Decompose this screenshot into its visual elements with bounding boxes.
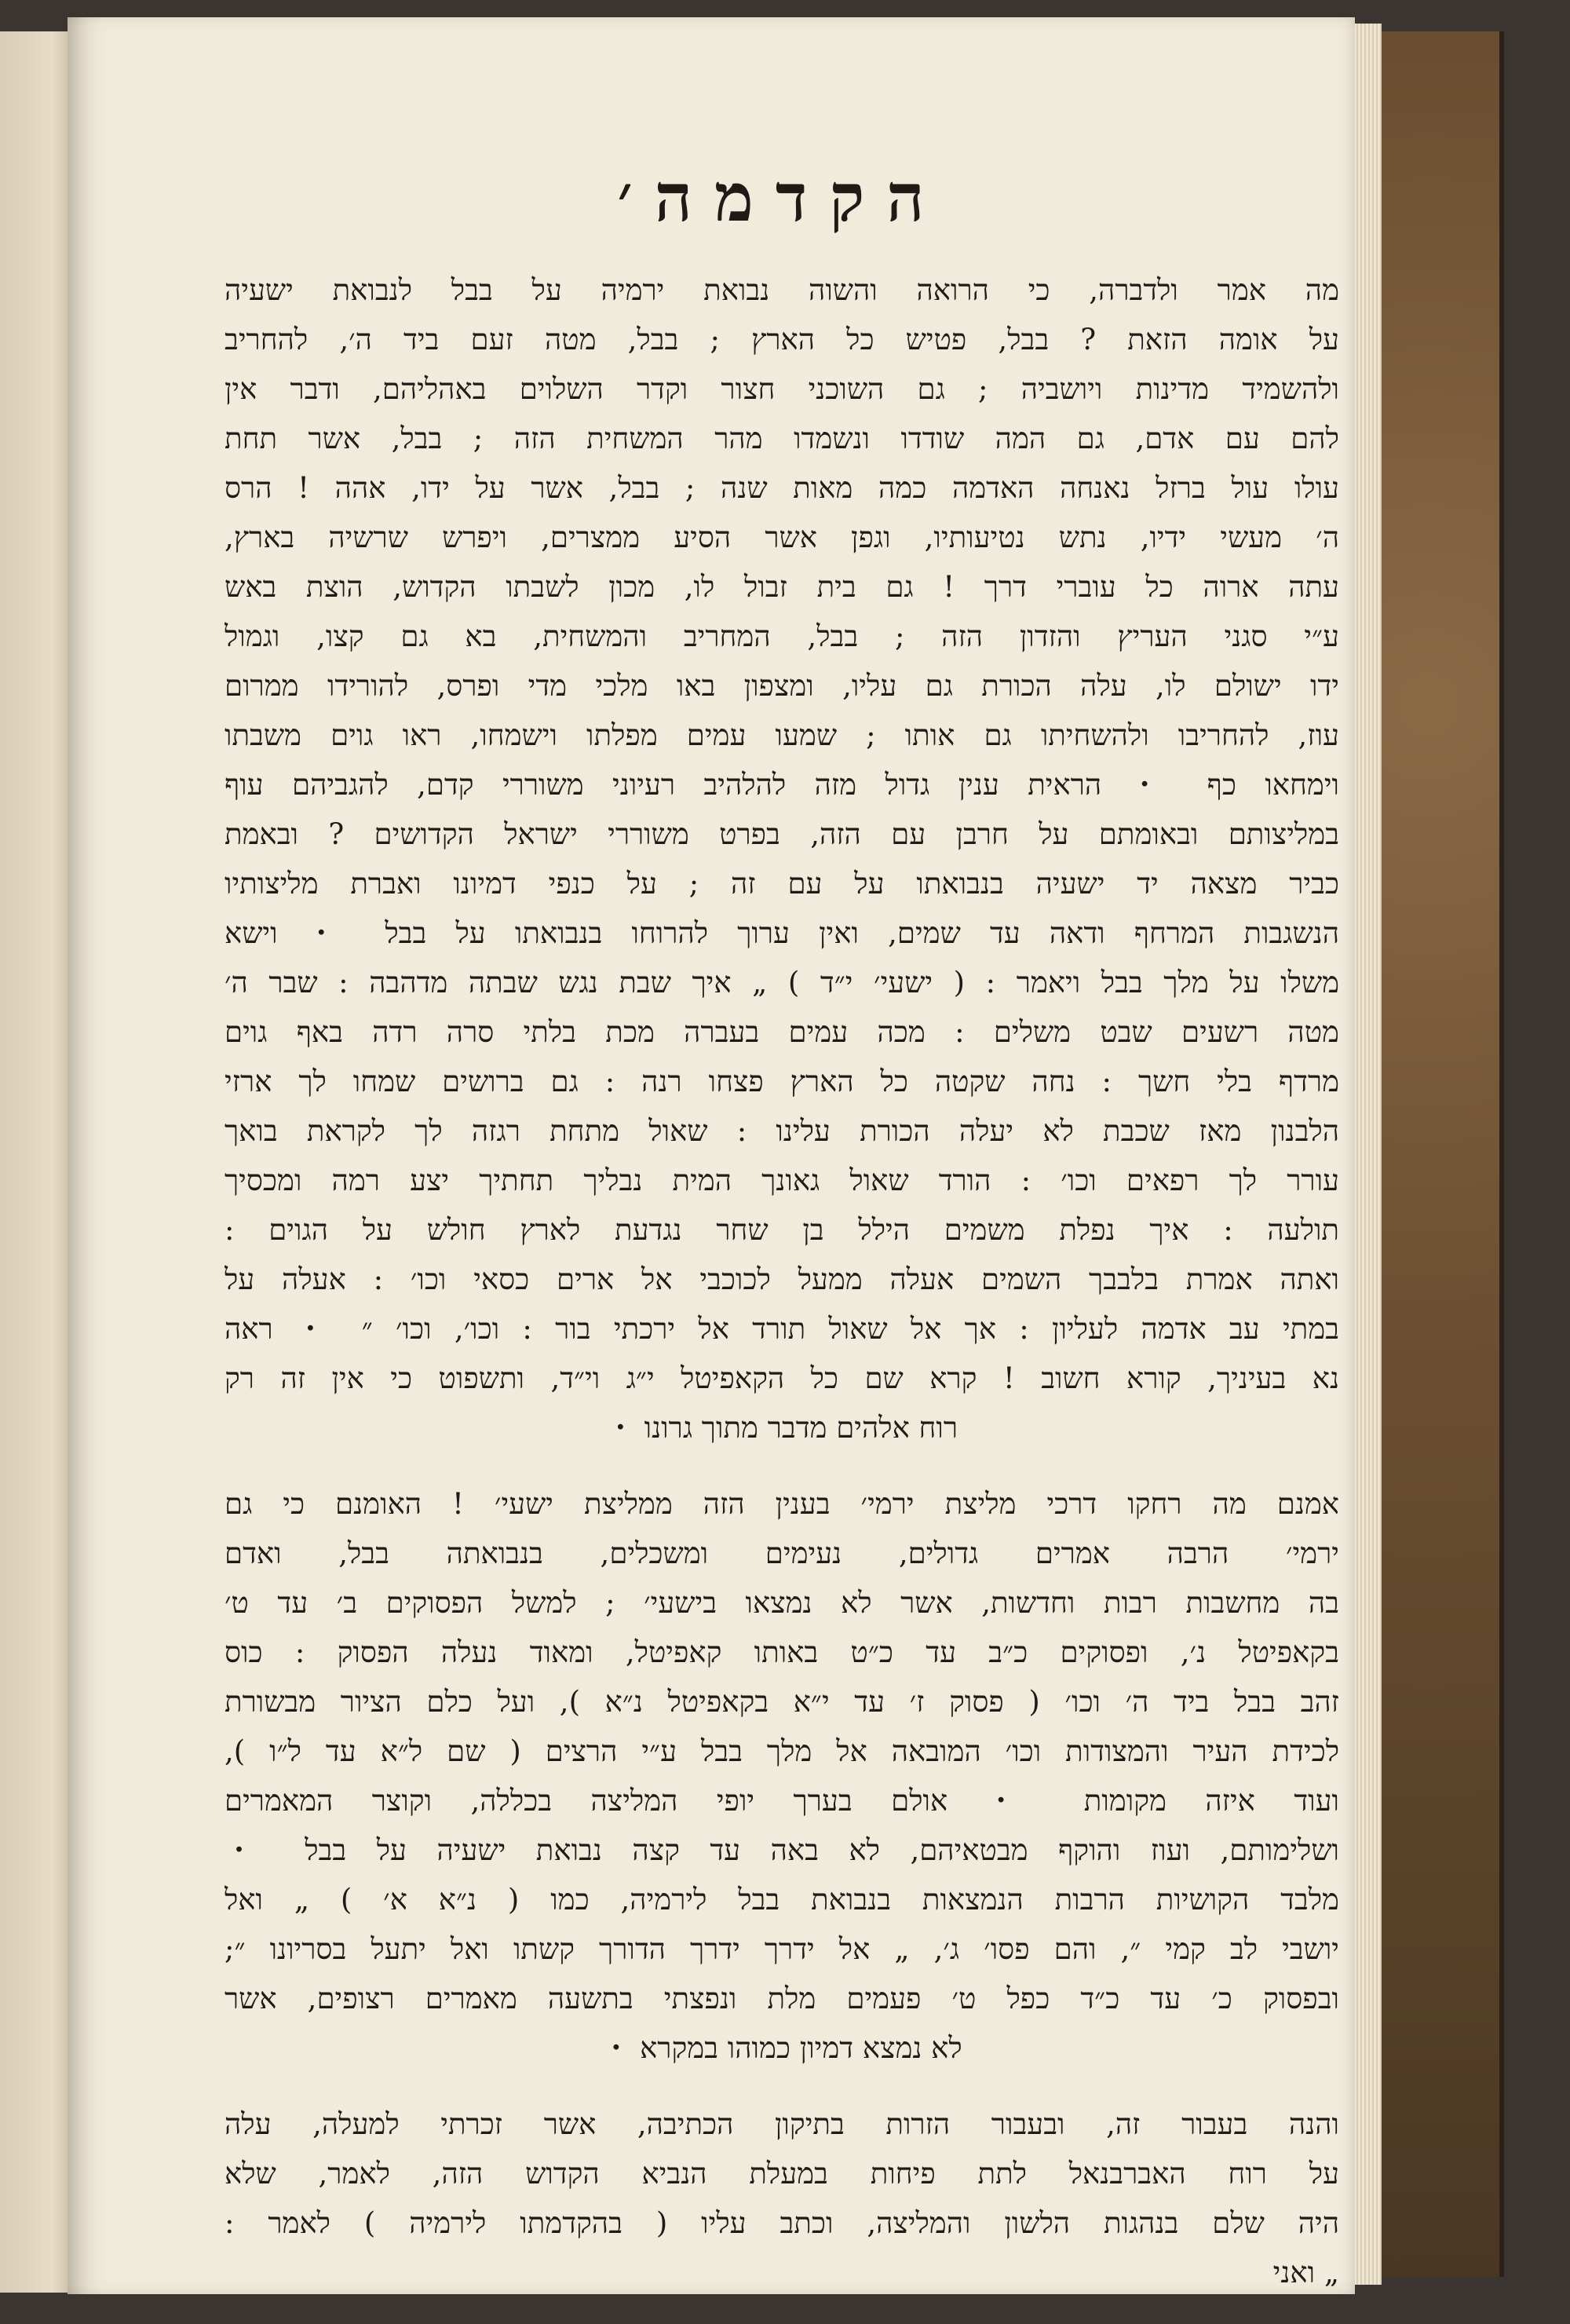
book-page [68, 17, 1355, 2294]
text-line: יושבי לב קמי ״, והם פסו׳ ג׳, „ אל ידרך ידרך הדורך קשתו ואל יתעל בסריונו ״; [225, 1932, 1339, 1966]
text-line: מרדף בלי חשך : נחה שקטה כל הארץ פצחו רנה : גם ברושים שמחו לך ארזי [225, 1065, 1339, 1098]
paragraph [225, 265, 1339, 1452]
text-line: בקאפיטל נ׳, ופסוקים כ״ב עד כ״ט באותו קאפיטל, ומאוד נעלה הפסוק : כוס [225, 1635, 1339, 1669]
text-line: ידו ישולם לו, עלה הכורת גם עליו, ומצפון באו מלכי מדי ופרס, להורידו ממרום [225, 669, 1339, 703]
text-line: רוח אלהים מדבר מתוך גרונו ・ [605, 1411, 958, 1445]
text-line: אמנם מה רחקו דרכי מליצת ירמי׳ בענין הזה ממליצת ישעי׳ ! האומנם כי גם [225, 1487, 1339, 1521]
text-line: לא נמצא דמיון כמוהו במקרא ・ [601, 2031, 962, 2065]
text-line: ואתה אמרת בלבבך השמים אעלה ממעל לכוכבי אל ארים כסאי וכו׳ : אעלה על [225, 1262, 1339, 1296]
text-line: ה׳ מעשי ידיו, נתש נטיעותיו, וגפן אשר הסיע ממצרים, ויפרש שרשיה בארץ, [225, 521, 1339, 554]
body-text [225, 265, 1339, 2297]
text-line: עורר לך רפאים וכו׳ : הורד שאול גאונך המית נבליך תחתיך יצע רמה ומכסיך [225, 1164, 1339, 1197]
paragraph [225, 2099, 1339, 2297]
text-line: „ ואני [1272, 2256, 1339, 2289]
text-line: לכידת העיר והמצודות וכו׳ המובאה אל מלך בבל ע״י הרצים ( שם ל״א עד ל״ו ), [225, 1734, 1339, 1768]
text-line: מלבד הקושיות הרבות הנמצאות בנבואת בבל לירמיה, כמו ( נ״א א׳ ) „ ואל [225, 1883, 1339, 1917]
text-line: ושלימותם, ועוז והוקף מבטאיהם, לא באה עד קצה נבואת ישעיה על בבל ・ [225, 1833, 1339, 1867]
text-line: ועוד איזה מקומות ・ אולם בערך יופי המליצה בכללה, וקוצר המאמרים [225, 1784, 1339, 1818]
text-line: הלבנון מאז שכבת לא יעלה הכורת עלינו : שאול מתחת רגזה לך לקראת בואך [225, 1114, 1339, 1148]
text-line: ע״י סגני העריץ והזדון הזה ; בבל, המחריב והמשחית, בא גם קצו, וגמול [225, 619, 1339, 653]
text-line: הנשגבות המרחף ודאה עד שמים, ואין ערוך להרוחו בנבואתו על בבל ・ וישא [225, 916, 1339, 950]
text-line: ובפסוק כ׳ עד כ״ד כפל ט׳ פעמים מלת ונפצתי בתשעה מאמרים רצופים, אשר [225, 1982, 1339, 2015]
text-line: זהב בבל ביד ה׳ וכו׳ ( פסוק ז׳ עד י״א בקאפיטל נ״א ), ועל כלם הציור מבשורת [225, 1685, 1339, 1719]
text-line: בה מחשבות רבות וחדשות, אשר לא נמצאו בישעי׳ ; למשל הפסוקים ב׳ עד ט׳ [225, 1586, 1339, 1620]
text-line: עוז, להחריבו ולהשחיתו גם אותו ; שמעו עמים מפלתו וישמחו, ראו גוים משבתו [225, 718, 1339, 752]
text-line: מה אמר ולדברה, כי הרואה והשוה נבואת ירמיה על בבל לנבואת ישעיה [225, 273, 1339, 307]
paragraph [225, 1479, 1339, 2073]
text-line: וימחאו כף ・ הראית ענין גדול מזה להלהיב רעיוני משוררי קדם, להגביהם עוף [225, 768, 1339, 802]
text-line: על רוח האברבנאל לתת פיחות במעלת הנביא הקדוש הזה, לאמר, שלא [225, 2157, 1339, 2191]
text-line: נא בעיניך, קורא חשוב ! קרא שם כל הקאפיטל י״ג וי״ד, ותשפוט כי אין זה רק [225, 1361, 1339, 1395]
text-line: במתי עב אדמה לעליון : אך אל שאול תורד אל ירכתי בור : וכו׳, וכו׳ ״ ・ ראה [225, 1312, 1339, 1346]
page-title: הקדמה׳ [617, 159, 947, 236]
text-line: מטה רשעים שבט משלים : מכה עמים בעברה מכת בלתי סרה רדה באף גוים [225, 1015, 1339, 1049]
text-line: תולעה : איך נפלת משמים הילל בן שחר נגדעת לארץ חולש על הגוים : [225, 1213, 1339, 1247]
text-line: עתה ארוה כל עוברי דרך ! גם בית זבול לו, מכון לשבתו הקדוש, הוצת באש [225, 570, 1339, 604]
text-line: על אומה הזאת ? בבל, פטיש כל הארץ ; בבל, מטה זעם ביד ה׳, להחריב [225, 323, 1339, 356]
text-block [225, 159, 1339, 2324]
text-line: עולו עול ברזל נאנחה האדמה כמה מאות שנה ; בבל, אשר על ידו, אהה ! הרס [225, 471, 1339, 505]
text-line: ירמי׳ הרבה אמרים גדולים, נעימים ומשכלים, בנבואתה בבל, ואדם [225, 1537, 1339, 1570]
text-line: במליצותם ובאומתם על חרבן עם הזה, בפרט משוררי ישראל הקדושים ? ובאמת [225, 817, 1339, 851]
text-line: משלו על מלך בבל ויאמר : ( ישעי׳ י״ד ) „ איך שבת נגש שבתה מדהבה : שבר ה׳ [225, 966, 1339, 999]
text-line: כביר מצאה יד ישעיה בנבואתו על עם זה ; על כנפי דמיונו ואברת מליצותיו [225, 867, 1339, 901]
text-line: היה שלם בנהגות הלשון והמליצה, וכתב עליו ( בהקדמתו לירמיה ) לאמר : [225, 2206, 1339, 2240]
text-line: ולהשמיד מדינות ויושביה ; גם השוכני חצור וקדר השלוים באהליהם, ודבר אין [225, 372, 1339, 406]
text-line: והנה בעבור זה, ובעבור הזרות בתיקון הכתיבה, אשר זכרתי למעלה, עלה [225, 2107, 1339, 2141]
book-cover-board [1382, 31, 1504, 2277]
text-line: להם עם אדם, גם המה שודדו ונשמדו מהר המשחית הזה ; בבל, אשר תחת [225, 422, 1339, 455]
